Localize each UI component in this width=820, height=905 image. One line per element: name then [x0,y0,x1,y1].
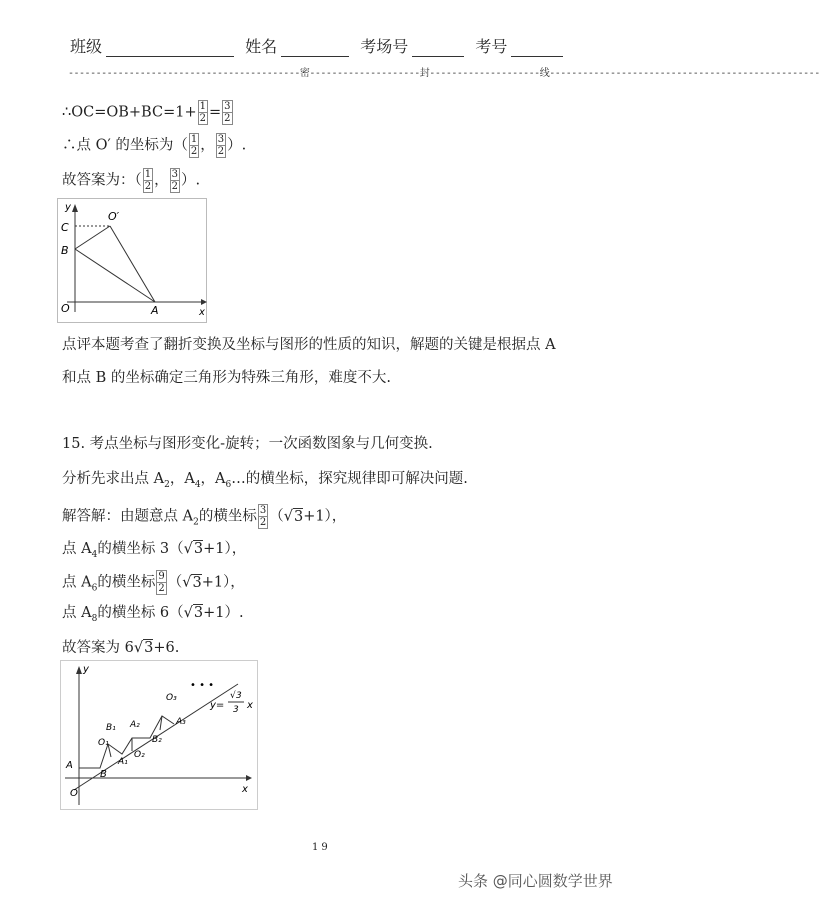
name-label: 姓名 [245,37,278,56]
label-y: y [83,664,89,675]
eq-denominator: 3 [233,705,239,715]
segment-oprime-a [110,226,155,302]
answer-line-14: 故答案为：（ $\frac{1}{2}$ ， $\frac{3}{2}$ ）. [62,169,201,192]
exam-header [70,34,569,57]
label-a1: A₁ [118,757,128,767]
label-a3: A₃ [176,717,186,727]
figure-border [58,199,207,323]
comment-line-1: 点评本题考查了翻折变换及坐标与图形的性质的知识，解题的关键是根据点 A [62,337,556,353]
oc-equation: ∴OC=OB+BC=1+ $\frac{1}{2}$ = $\frac{3}{2}$ [62,101,231,124]
x-axis-arrow [246,775,252,781]
label-b2: B₂ [152,735,162,745]
segment-b-oprime [75,226,110,249]
label-a: A [66,760,73,771]
comment-line-2: 和点 B 的坐标确定三角形为特殊三角形，难度不大. [62,370,391,386]
analysis-line: 分析先求出点 $A_2$，$A_4$，$A_6\dots$的横坐标，探究规律即可解决问题. [62,471,468,490]
label-o: O [61,302,70,315]
label-o-prime: O′ [108,210,120,223]
label-c: C [61,221,69,234]
label-b: B [61,244,69,257]
class-label: 班级 [70,37,103,56]
label-y: y [65,202,71,213]
segment-b-a [75,249,155,302]
number-blank [511,40,563,57]
frac-1-2: $\frac{1}{2}$ [199,101,206,124]
y-axis-arrow [76,666,82,674]
label-o: O [70,788,78,799]
problem-15-title: 15. 考点坐标与图形变化-旋转；一次函数图象与几何变换. [62,436,433,452]
seal-char-mi: 密 [299,68,310,79]
sqrt-3: 3 [293,508,304,525]
room-blank [412,40,464,57]
label-b1: B₁ [106,723,116,733]
eq-x: x [247,700,253,711]
solution-a8: 点 $A_8$的横坐标 6（√3+1）. [62,605,244,624]
frac-1-2: $\frac{1}{2}$ [144,169,152,192]
eq-sqrt-3: 3 [236,691,242,701]
name-blank [281,40,349,57]
number-label: 考号 [475,37,508,56]
solution-a2: 解答解：由题意点 $A_2$的横坐标 $\frac{3}{2}$ （√3+1）， [62,505,347,528]
frac-1-2: $\frac{1}{2}$ [190,134,198,157]
y-axis-arrow [72,204,78,212]
page-number: 19 [312,842,331,853]
label-b: B [100,769,107,780]
sqrt-3: 3 [193,541,204,557]
label-o3: O₃ [166,693,177,703]
sqrt-3: 3 [193,605,204,621]
continuation-dots: • • • [190,680,215,691]
label-o2: O₂ [134,750,145,760]
solution-a4: 点 $A_4$的横坐标 3（√3+1）， [62,541,247,560]
class-blank [106,40,234,57]
solution-a6: 点 $A_6$的横坐标 $\frac{9}{2}$ （√3+1）， [62,571,245,594]
o-prime-coordinate-line: ∴点 O′ 的坐标为（ $\frac{1}{2}$ ， $\frac{3}{2}$ ）. [62,134,247,157]
seal-char-feng: 封 [419,68,430,79]
eq-prefix: y= [210,700,225,711]
frac-9-2: $\frac{9}{2}$ [158,571,165,594]
label-o1: O₁ [98,738,109,748]
figure-fold-triangle [57,198,207,323]
label-a: A [151,304,159,317]
label-x: x [242,784,248,795]
label-a2: A₂ [130,720,140,730]
sqrt-3: 3 [192,574,202,591]
frac-3-2: $\frac{3}{2}$ [217,134,225,157]
watermark: 头条 @同心圆数学世界 [458,872,613,890]
eq-sqrt-sign: √ [230,691,236,701]
frac-3-2: $\frac{3}{2}$ [224,101,231,124]
frac-3-2: $\frac{3}{2}$ [259,505,267,528]
figure-rotation-sequence [60,660,258,810]
label-x: x [199,307,205,318]
seal-char-xian: 线 [539,68,550,79]
seal-line: ------------------------------------------密--------------------封--------------------线------------------------------------------------- [68,68,820,79]
room-label: 考场号 [360,37,409,56]
sqrt-3: 3 [144,640,154,656]
answer-line-15: 故答案为 6√3+6. [62,640,180,656]
frac-3-2: $\frac{3}{2}$ [171,169,178,192]
